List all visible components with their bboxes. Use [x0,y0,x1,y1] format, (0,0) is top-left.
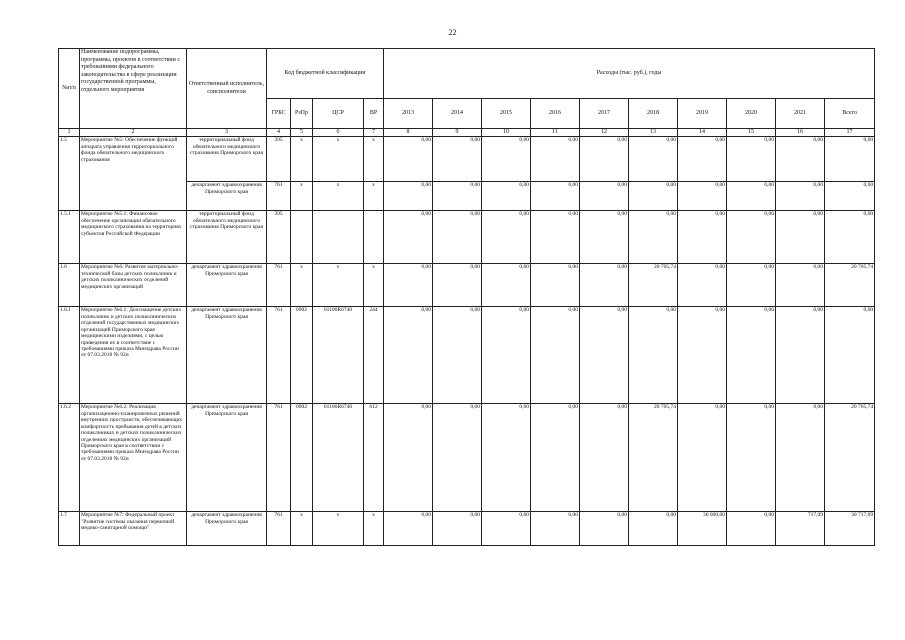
row-name: Мероприятие №6.2: Реализация организационно-планировочных решений внутренних пространств, обеспечивающих комфортность пребывания детей в детских поликлиниках и детских поликлинических отделениях медицинских организаций Приморского края в соответствии с требованиями приказа Минздрава России от 07.03.2018 № 92н [80,404,187,512]
row-value-2017: 0,00 [580,512,629,546]
column-number: 14 [678,129,727,137]
row-value-2017: 0,00 [580,264,629,307]
row-csr [313,211,364,264]
row-grbs: 761 [267,512,291,546]
header-year-2013: 2013 [384,99,433,129]
row-value-2020: 0,00 [727,307,776,404]
header-budget-code: Код бюджетной классификации [267,49,384,99]
row-value-total: 20 705,74 [825,264,875,307]
row-value-2013: 0,00 [384,307,433,404]
column-number: 1 [59,129,80,137]
row-value-2021: 0,00 [776,211,825,264]
header-year-2017: 2017 [580,99,629,129]
header-rzpr: РзПр [291,99,313,129]
table-row [59,512,875,546]
row-grbs: 395 [267,137,291,182]
row-value-2019: 0,00 [678,182,727,211]
row-value-2021: 717,09 [776,512,825,546]
header-row-top [59,49,875,99]
row-value-2016: 0,00 [531,137,580,182]
row-value-2013: 0,00 [384,211,433,264]
row-rzpr: 0902 [291,307,313,404]
row-vr: х [364,264,384,307]
row-value-2020: 0,00 [727,182,776,211]
row-value-2013: 0,00 [384,137,433,182]
row-value-2016: 0,00 [531,182,580,211]
row-value-2018: 0,00 [629,307,678,404]
column-number: 2 [80,129,187,137]
row-value-2020: 0,00 [727,211,776,264]
row-value-2015: 0,00 [482,137,531,182]
row-rzpr: 0902 [291,404,313,512]
row-value-2017: 0,00 [580,211,629,264]
column-number: 10 [482,129,531,137]
row-vr: 612 [364,404,384,512]
row-value-total: 0,00 [825,137,875,182]
row-vr: х [364,137,384,182]
row-value-2021: 0,00 [776,264,825,307]
row-value-2021: 0,00 [776,307,825,404]
row-value-2014: 0,00 [433,211,482,264]
row-value-2013: 0,00 [384,264,433,307]
row-vr: х [364,512,384,546]
row-value-2017: 0,00 [580,182,629,211]
header-year-2014: 2014 [433,99,482,129]
row-value-total: 0,00 [825,211,875,264]
column-number: 13 [629,129,678,137]
row-value-2014: 0,00 [433,404,482,512]
row-value-2019: 30 000,00 [678,512,727,546]
header-grbs: ГРБС [267,99,291,129]
header-year-2021: 2021 [776,99,825,129]
row-grbs: 395 [267,211,291,264]
row-name: Мероприятие №7: Федеральный проект "Развитие системы оказания первичной медико-санитарной помощи" [80,512,187,546]
header-vr: ВР [364,99,384,129]
row-responsible: территориальный фонд обязательного медицинского страхования Приморского края [187,211,267,264]
row-value-2021: 0,00 [776,404,825,512]
row-grbs: 761 [267,404,291,512]
row-value-2017: 0,00 [580,307,629,404]
column-numbers-row [59,129,875,137]
row-rzpr: х [291,512,313,546]
row-responsible: территориальный фонд обязательного медицинского страхования Приморского края [187,137,267,182]
column-number: 7 [364,129,384,137]
row-csr: х [313,137,364,182]
header-year-2020: 2020 [727,99,776,129]
column-number: 16 [776,129,825,137]
row-value-2019: 0,00 [678,404,727,512]
row-responsible: департамент здравоохранения Приморского края [187,307,267,404]
row-value-2015: 0,00 [482,512,531,546]
column-number: 9 [433,129,482,137]
column-number: 12 [580,129,629,137]
row-value-2016: 0,00 [531,307,580,404]
row-name: Мероприятие №6.1: Дооснащение детских поликлиник и детских поликлинических отделений государственных медицинских организаций Приморского края медицинскими изделиями, с целью приведения их в соответствие с требованиями приказа Минздрава России от 07.03.2018 № 92н [80,307,187,404]
row-vr: х [364,182,384,211]
row-number: 1.5.1 [59,211,80,264]
row-value-2020: 0,00 [727,404,776,512]
row-csr: х [313,512,364,546]
header-year-2015: 2015 [482,99,531,129]
row-value-2020: 0,00 [727,512,776,546]
row-value-2018: 0,00 [629,182,678,211]
row-responsible: департамент здравоохранения Приморского края [187,404,267,512]
row-csr: 01106R6740 [313,307,364,404]
column-number: 15 [727,129,776,137]
row-value-2019: 0,00 [678,137,727,182]
table-row [59,137,875,182]
row-csr: х [313,182,364,211]
row-vr [364,211,384,264]
column-number: 5 [291,129,313,137]
row-value-2013: 0,00 [384,512,433,546]
row-value-2016: 0,00 [531,264,580,307]
row-value-2019: 0,00 [678,264,727,307]
column-number: 6 [313,129,364,137]
column-number: 17 [825,129,875,137]
table-row [59,307,875,404]
row-number: 1.7 [59,512,80,546]
row-value-2016: 0,00 [531,211,580,264]
row-number: 1.6.1 [59,307,80,404]
row-grbs: 761 [267,307,291,404]
header-csr: ЦСР [313,99,364,129]
row-value-2014: 0,00 [433,264,482,307]
row-value-2015: 0,00 [482,404,531,512]
row-name: Мероприятие №6: Развитие материально-технической базы детских поликлиник и детских поликлинических отделений медицинских организаций [80,264,187,307]
header-year-2016: 2016 [531,99,580,129]
row-grbs: 761 [267,264,291,307]
row-vr: 244 [364,307,384,404]
row-responsible: департамент здравоохранения Приморского края [187,182,267,211]
row-value-2017: 0,00 [580,404,629,512]
table-row [59,264,875,307]
row-value-2018: 20 705,74 [629,404,678,512]
row-value-2016: 0,00 [531,512,580,546]
row-rzpr: х [291,182,313,211]
row-value-total: 30 717,09 [825,512,875,546]
table-row [59,404,875,512]
expenses-table [58,48,875,546]
row-number: 1.6.2 [59,404,80,512]
row-value-2018: 0,00 [629,211,678,264]
row-value-2020: 0,00 [727,137,776,182]
header-num: №п/п [59,49,80,129]
row-value-total: 0,00 [825,182,875,211]
row-value-2014: 0,00 [433,137,482,182]
row-name: Мероприятие №5: Обеспечение функций аппарата управления территориального фонда обязательного медицинского страхования [80,137,187,211]
header-expenses: Расходы (тыс. руб.), годы [384,49,875,99]
page-number: 22 [448,28,457,37]
row-value-2015: 0,00 [482,307,531,404]
row-value-2016: 0,00 [531,404,580,512]
header-total: Всего [825,99,875,129]
row-rzpr: х [291,137,313,182]
row-value-2013: 0,00 [384,404,433,512]
row-grbs: 761 [267,182,291,211]
header-year-2018: 2018 [629,99,678,129]
row-value-2015: 0,00 [482,264,531,307]
row-value-total: 0,00 [825,307,875,404]
row-value-total: 20 705,74 [825,404,875,512]
row-value-2020: 0,00 [727,264,776,307]
header-year-2019: 2019 [678,99,727,129]
row-value-2014: 0,00 [433,307,482,404]
row-number: 1.6 [59,264,80,307]
column-number: 3 [187,129,267,137]
table-row [59,211,875,264]
row-value-2018: 0,00 [629,137,678,182]
row-value-2013: 0,00 [384,182,433,211]
row-rzpr: х [291,264,313,307]
row-number: 1.5 [59,137,80,211]
column-number: 4 [267,129,291,137]
row-value-2015: 0,00 [482,182,531,211]
row-value-2019: 0,00 [678,307,727,404]
row-value-2014: 0,00 [433,512,482,546]
row-value-2021: 0,00 [776,137,825,182]
header-name: Наименование подпрограммы, программы, проектов в соответствии с требованиями федерального законодательства в сфере реализации государственной программы, отдельного мероприятия [80,49,187,129]
row-value-2018: 0,00 [629,512,678,546]
row-csr: 01106R6740 [313,404,364,512]
row-name: Мероприятие №5.1: Финансовое обеспечение организации обязательного медицинского страхования на территориях субъектов Российской Федерации [80,211,187,264]
header-responsible: Ответственный исполнитель, соисполнители [187,49,267,129]
column-number: 8 [384,129,433,137]
row-value-2021: 0,00 [776,182,825,211]
row-csr: х [313,264,364,307]
row-value-2014: 0,00 [433,182,482,211]
row-responsible: департамент здравоохранения Приморского края [187,512,267,546]
column-number: 11 [531,129,580,137]
row-responsible: департамент здравоохранения Приморского края [187,264,267,307]
row-value-2018: 20 705,74 [629,264,678,307]
row-value-2019: 0,00 [678,211,727,264]
row-value-2015: 0,00 [482,211,531,264]
row-rzpr [291,211,313,264]
row-value-2017: 0,00 [580,137,629,182]
